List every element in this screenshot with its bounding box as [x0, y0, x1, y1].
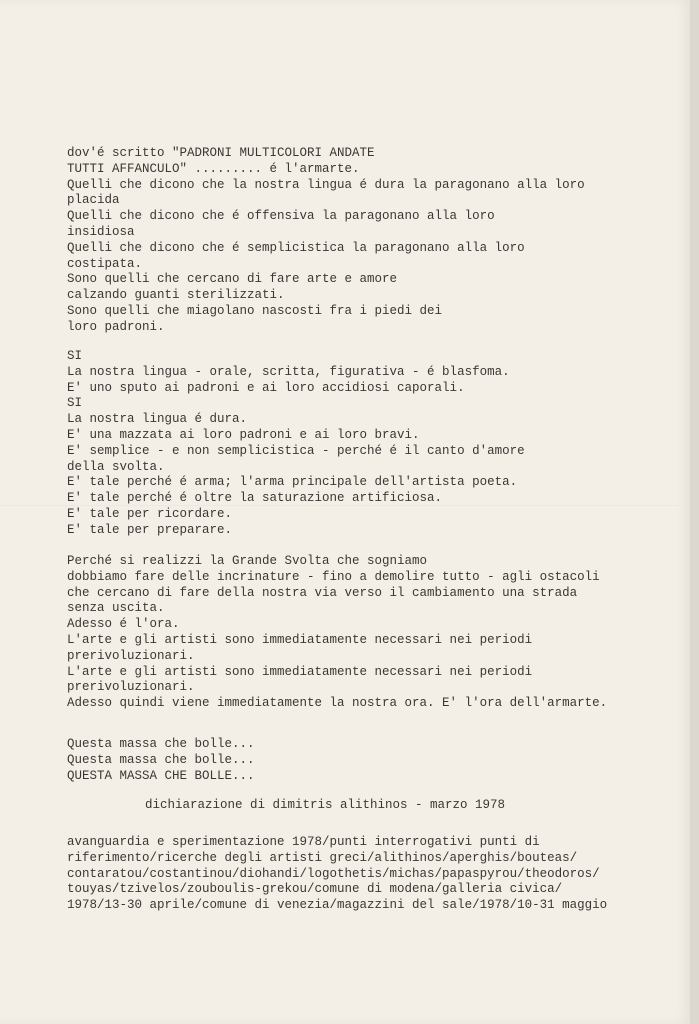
text-line: QUESTA MASSA CHE BOLLE...	[67, 768, 255, 783]
stanza-massa	[67, 737, 255, 784]
text-line: prerivoluzionari.	[67, 648, 195, 663]
text-line: Sono quelli che cercano di fare arte e amore	[67, 272, 398, 287]
credits-block	[67, 835, 607, 914]
text-line: Quelli che dicono che é offensiva la paragonano alla loro	[67, 209, 495, 224]
page-edge	[690, 0, 699, 1024]
text-line: Quelli che dicono che la nostra lingua é dura la paragonano alla loro	[67, 177, 585, 192]
text-line: Questa massa che bolle...	[67, 752, 255, 767]
text-line: avanguardia e sperimentazione 1978/punti interrogativi punti di	[67, 835, 540, 849]
text-line: dobbiamo fare delle incrinature - fino a demolire tutto - agli ostacoli	[67, 569, 600, 584]
stanza-svolta	[67, 554, 607, 712]
text-line: contaratou/costantinou/diohandi/logothetis/michas/papaspyrou/theodoros/	[67, 866, 600, 881]
text-line: Perché si realizzi la Grande Svolta che sogniamo	[67, 554, 428, 568]
signature-line	[145, 798, 505, 814]
text-line: La nostra lingua é dura.	[67, 412, 248, 427]
text-line: E' tale perché é arma; l'arma principale dell'artista poeta.	[67, 475, 518, 490]
text-line: placida	[67, 193, 120, 208]
text-line: dichiarazione di dimitris alithinos - marzo 1978	[145, 798, 506, 812]
text-line: 1978/13-30 aprile/comune di venezia/magazzini del sale/1978/10-31 maggio	[67, 898, 608, 913]
text-line: E' una mazzata ai loro padroni e ai loro bravi.	[67, 427, 420, 442]
text-line: E' tale per ricordare.	[67, 506, 233, 521]
text-line: Sono quelli che miagolano nascosti fra i piedi dei	[67, 303, 443, 318]
text-line: Questa massa che bolle...	[67, 737, 255, 751]
text-line: L'arte e gli artisti sono immediatamente necessari nei periodi	[67, 632, 533, 647]
stanza-intro	[67, 146, 585, 336]
stanza-si	[67, 349, 525, 539]
text-line: E' uno sputo ai padroni e ai loro accidiosi caporali.	[67, 380, 465, 395]
text-line: E' tale perché é oltre la saturazione artificiosa.	[67, 491, 443, 506]
text-line: riferimento/ricerche degli artisti greci/alithinos/aperghis/bouteas/	[67, 850, 578, 865]
text-line: calzando guanti sterilizzati.	[67, 288, 285, 303]
text-line: La nostra lingua - orale, scritta, figurativa - é blasfoma.	[67, 364, 510, 379]
text-line: Adesso é l'ora.	[67, 617, 180, 632]
text-line: della svolta.	[67, 459, 165, 474]
text-line: SI	[67, 349, 83, 363]
text-line: che cercano di fare della nostra via verso il cambiamento una strada	[67, 585, 578, 600]
text-line: costipata.	[67, 256, 143, 271]
text-line: touyas/tzivelos/zouboulis-grekou/comune di modena/galleria civica/	[67, 882, 563, 897]
text-line: E' tale per preparare.	[67, 522, 233, 537]
text-line: loro padroni.	[67, 319, 165, 334]
text-line: insidiosa	[67, 224, 135, 239]
text-line: Quelli che dicono che é semplicistica la paragonano alla loro	[67, 240, 525, 255]
text-line: E' semplice - e non semplicistica - perché é il canto d'amore	[67, 443, 525, 458]
text-line: Adesso quindi viene immediatamente la nostra ora. E' l'ora dell'armarte.	[67, 696, 608, 711]
text-line: prerivoluzionari.	[67, 680, 195, 695]
text-line: dov'é scritto "PADRONI MULTICOLORI ANDATE	[67, 146, 375, 160]
text-line: TUTTI AFFANCULO" ......... é l'armarte.	[67, 161, 360, 176]
text-line: L'arte e gli artisti sono immediatamente necessari nei periodi	[67, 664, 533, 679]
text-line: senza uscita.	[67, 601, 165, 616]
text-line: SI	[67, 396, 83, 411]
